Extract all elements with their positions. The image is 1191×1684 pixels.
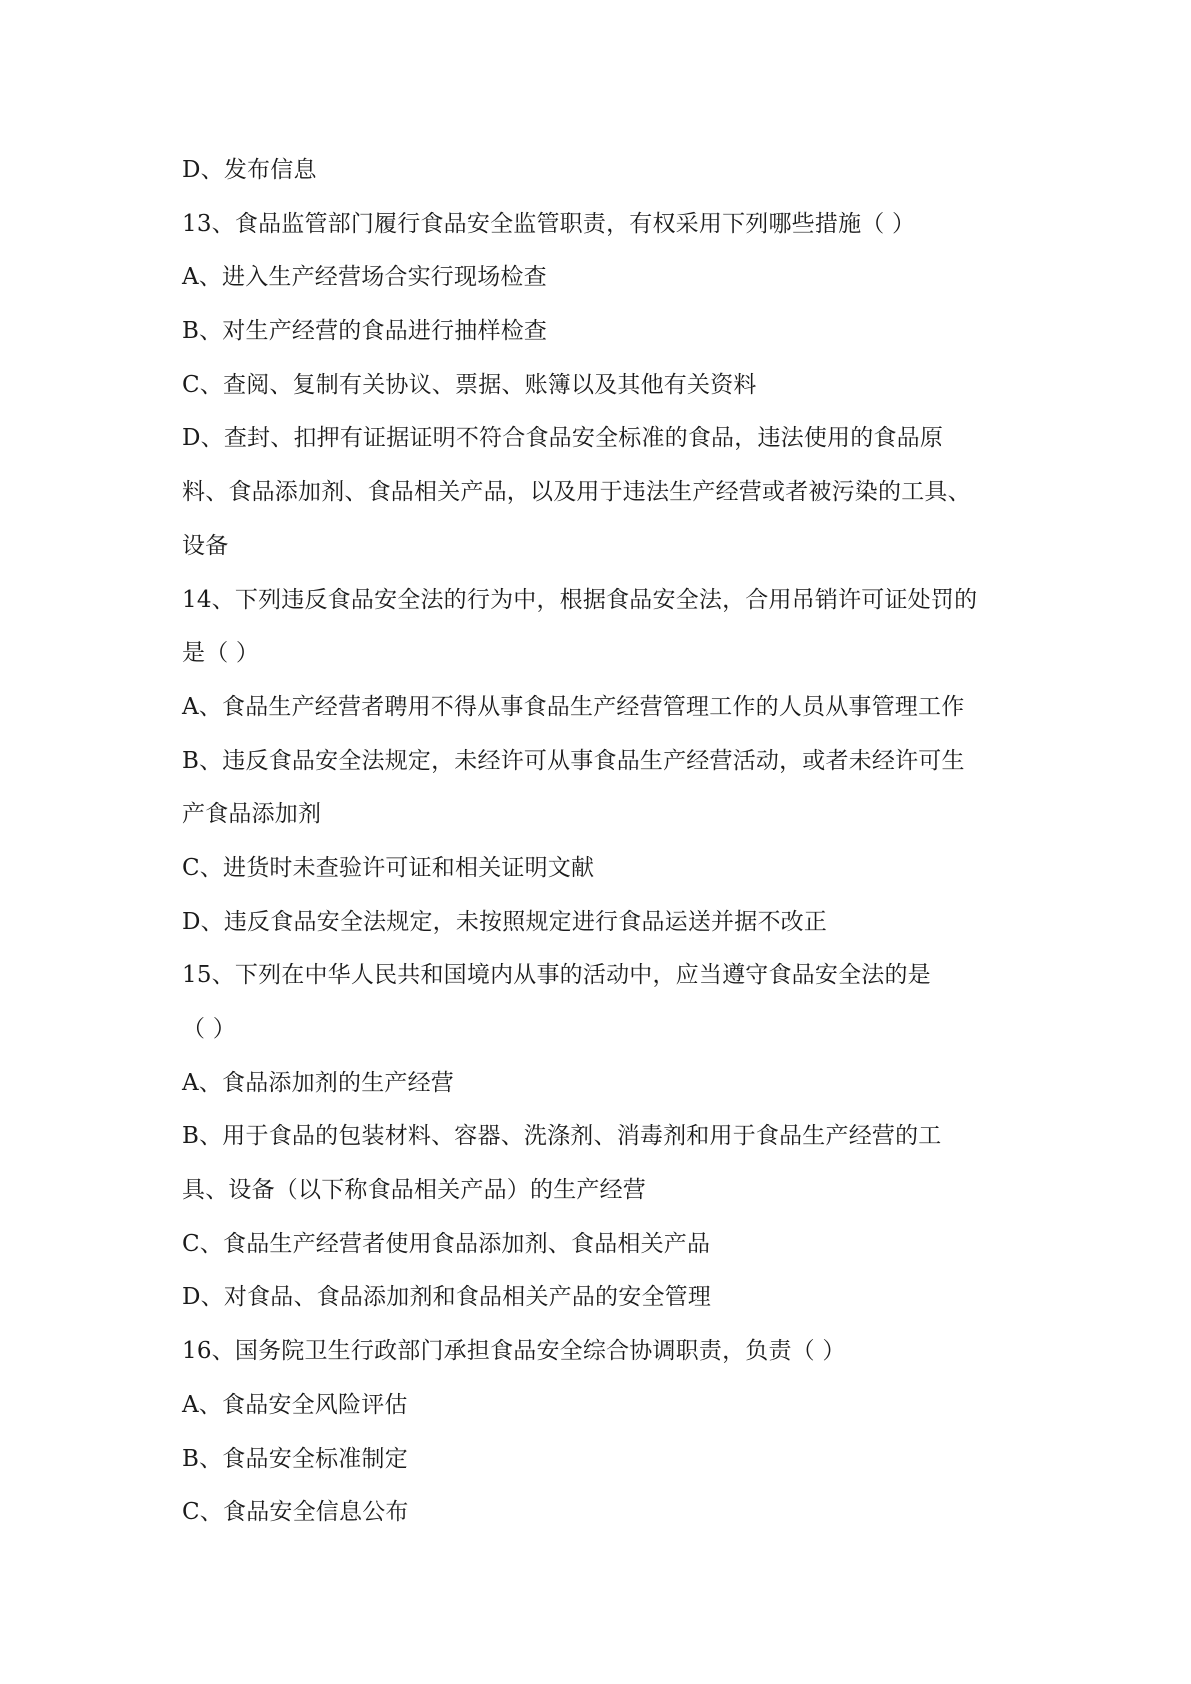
option-c-q15: C、食品生产经营者使用食品添加剂、食品相关产品 — [182, 1230, 711, 1257]
option-d-q15: D、对食品、食品添加剂和食品相关产品的安全管理 — [182, 1284, 712, 1311]
option-d-q12: D、发布信息 — [182, 157, 317, 183]
question-15-line2: （ ） — [182, 1016, 236, 1042]
option-c-q16: C、食品安全信息公布 — [182, 1499, 409, 1526]
option-b-q13: B、对生产经营的食品进行抽样检查 — [182, 318, 548, 345]
document-body — [182, 144, 1012, 1540]
question-15-line1: 15、下列在中华人民共和国境内从事的活动中，应当遵守食品安全法的是 — [182, 962, 931, 989]
option-a-q16: A、食品安全风险评估 — [182, 1391, 408, 1418]
option-b-q15-line1: B、用于食品的包装材料、容器、洗涤剂、消毒剂和用于食品生产经营的工 — [182, 1123, 942, 1150]
option-b-q15-line2: 具、设备（以下称食品相关产品）的生产经营 — [182, 1177, 646, 1204]
option-d-q13-line1: D、查封、扣押有证据证明不符合食品安全标准的食品，违法使用的食品原 — [182, 425, 944, 452]
option-a-q15: A、食品添加剂的生产经营 — [182, 1069, 455, 1096]
question-14-line2: 是（ ） — [182, 640, 260, 667]
question-14-line1: 14、下列违反食品安全法的行为中，根据食品安全法，合用吊销许可证处罚的 — [182, 586, 978, 613]
option-a-q14: A、食品生产经营者聘用不得从事食品生产经营管理工作的人员从事管理工作 — [182, 693, 965, 720]
option-d-q14: D、违反食品安全法规定，未按照规定进行食品运送并据不改正 — [182, 908, 828, 935]
option-a-q13: A、进入生产经营场合实行现场检查 — [182, 264, 547, 291]
option-d-q13-line3: 设备 — [182, 532, 229, 559]
option-b-q14-line1: B、违反食品安全法规定，未经许可从事食品生产经营活动，或者未经许可生 — [182, 747, 965, 774]
question-16: 16、国务院卫生行政部门承担食品安全综合协调职责，负责（ ） — [182, 1338, 846, 1365]
option-b-q16: B、食品安全标准制定 — [182, 1445, 408, 1472]
option-c-q13: C、查阅、复制有关协议、票据、账簿以及其他有关资料 — [182, 371, 757, 398]
option-c-q14: C、进货时未查验许可证和相关证明文献 — [182, 854, 595, 881]
option-d-q13-line2: 料、食品添加剂、食品相关产品，以及用于违法生产经营或者被污染的工具、 — [182, 479, 971, 506]
option-b-q14-line2: 产食品添加剂 — [182, 801, 322, 828]
question-13: 13、食品监管部门履行食品安全监管职责，有权采用下列哪些措施（ ） — [182, 210, 916, 237]
